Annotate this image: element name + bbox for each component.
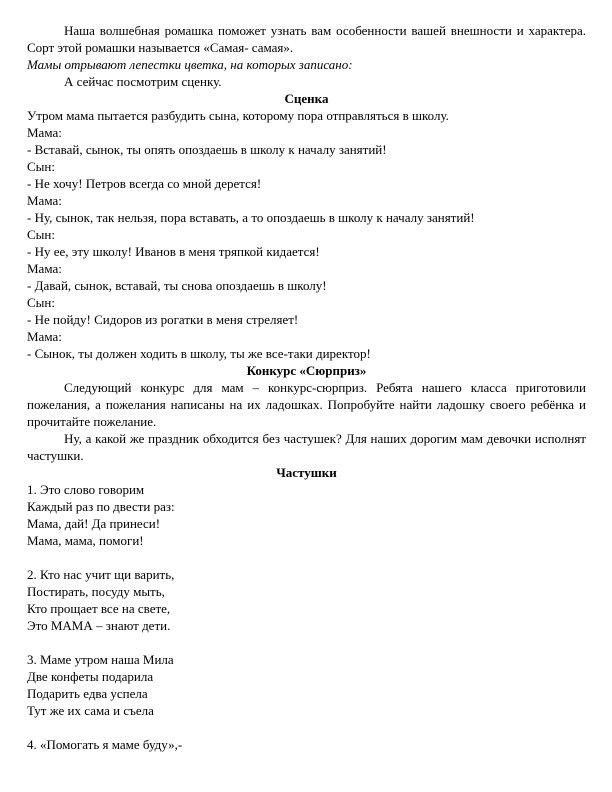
- verse-line: 4. «Помогать я маме буду»,-: [27, 737, 183, 752]
- intro-lead: А сейчас посмотрим сценку.: [64, 74, 222, 89]
- dialogue-line: - Не хочу! Петров всегда со мной дерется!: [27, 176, 262, 191]
- dialogue-line: - Вставай, сынок, ты опять опоздаешь в школу к началу занятий!: [27, 142, 387, 157]
- verse-line: Подарить едва успела: [27, 686, 148, 701]
- dialogue-line: - Не пойду! Сидоров из рогатки в меня стреляет!: [27, 312, 299, 327]
- verse-line: Это МАМА – знают дети.: [27, 618, 171, 633]
- intro-instruction: Мамы отрывают лепестки цветка, на которых записано:: [27, 57, 353, 72]
- verse-line: Тут же их сама и съела: [27, 703, 154, 718]
- verse: [27, 736, 586, 753]
- dialogue-line: Мама:: [27, 193, 62, 208]
- dialogue-line: - Ну ее, эту школу! Иванов в меня тряпкой кидается!: [27, 244, 320, 259]
- verse-line: Кто прощает все на свете,: [27, 601, 171, 616]
- dialogue-line: Сын:: [27, 159, 55, 174]
- document-body: [27, 22, 586, 753]
- dialogue-line: Мама:: [27, 329, 62, 344]
- verse: [27, 481, 586, 549]
- scene-title: Сценка: [284, 91, 329, 106]
- verse-line: Две конфеты подарила: [27, 669, 154, 684]
- dialogue-line: Мама:: [27, 125, 62, 140]
- dialogue-line: Сын:: [27, 227, 55, 242]
- verse-line: Постирать, посуду мыть,: [27, 584, 165, 599]
- verse-line: 2. Кто нас учит щи варить,: [27, 567, 175, 582]
- scene-description: Утром мама пытается разбудить сына, которому пора отправляться в школу.: [27, 108, 449, 123]
- dialogue-line: - Сынок, ты должен ходить в школу, ты же все-таки директор!: [27, 346, 371, 361]
- intro-paragraph: Наша волшебная ромашка поможет узнать вам особенности вашей внешности и характера. Сорт этой ромашки называется «Самая- самая».: [27, 23, 586, 55]
- verse-line: 1. Это слово говорим: [27, 482, 145, 497]
- verse-line: Мама, дай! Да принеси!: [27, 516, 161, 531]
- verse: [27, 651, 586, 719]
- scene-dialogue: [27, 124, 586, 362]
- verse-line: Мама, мама, помоги!: [27, 533, 144, 548]
- verse-line: 3. Маме утром наша Мила: [27, 652, 174, 667]
- dialogue-line: Сын:: [27, 295, 55, 310]
- contest-paragraph: Ну, а какой же праздник обходится без частушек? Для наших дорогим мам девочки исполнят частушки.: [27, 431, 586, 463]
- contest-paragraph: Следующий конкурс для мам – конкурс-сюрприз. Ребята нашего класса приготовили пожелания, а пожелания написаны на их ладошках. Попробуйте найти ладошку своего ребёнка и прочитайте пожелание.: [27, 380, 586, 429]
- dialogue-line: - Ну, сынок, так нельзя, пора вставать, а то опоздаешь в школу к началу занятий!: [27, 210, 475, 225]
- dialogue-line: Мама:: [27, 261, 62, 276]
- chastushki-title: Частушки: [276, 465, 337, 480]
- contest-title: Конкурс «Сюрприз»: [246, 363, 367, 378]
- verse: [27, 566, 586, 634]
- verse-line: Каждый раз по двести раз:: [27, 499, 175, 514]
- dialogue-line: - Давай, сынок, вставай, ты снова опоздаешь в школу!: [27, 278, 327, 293]
